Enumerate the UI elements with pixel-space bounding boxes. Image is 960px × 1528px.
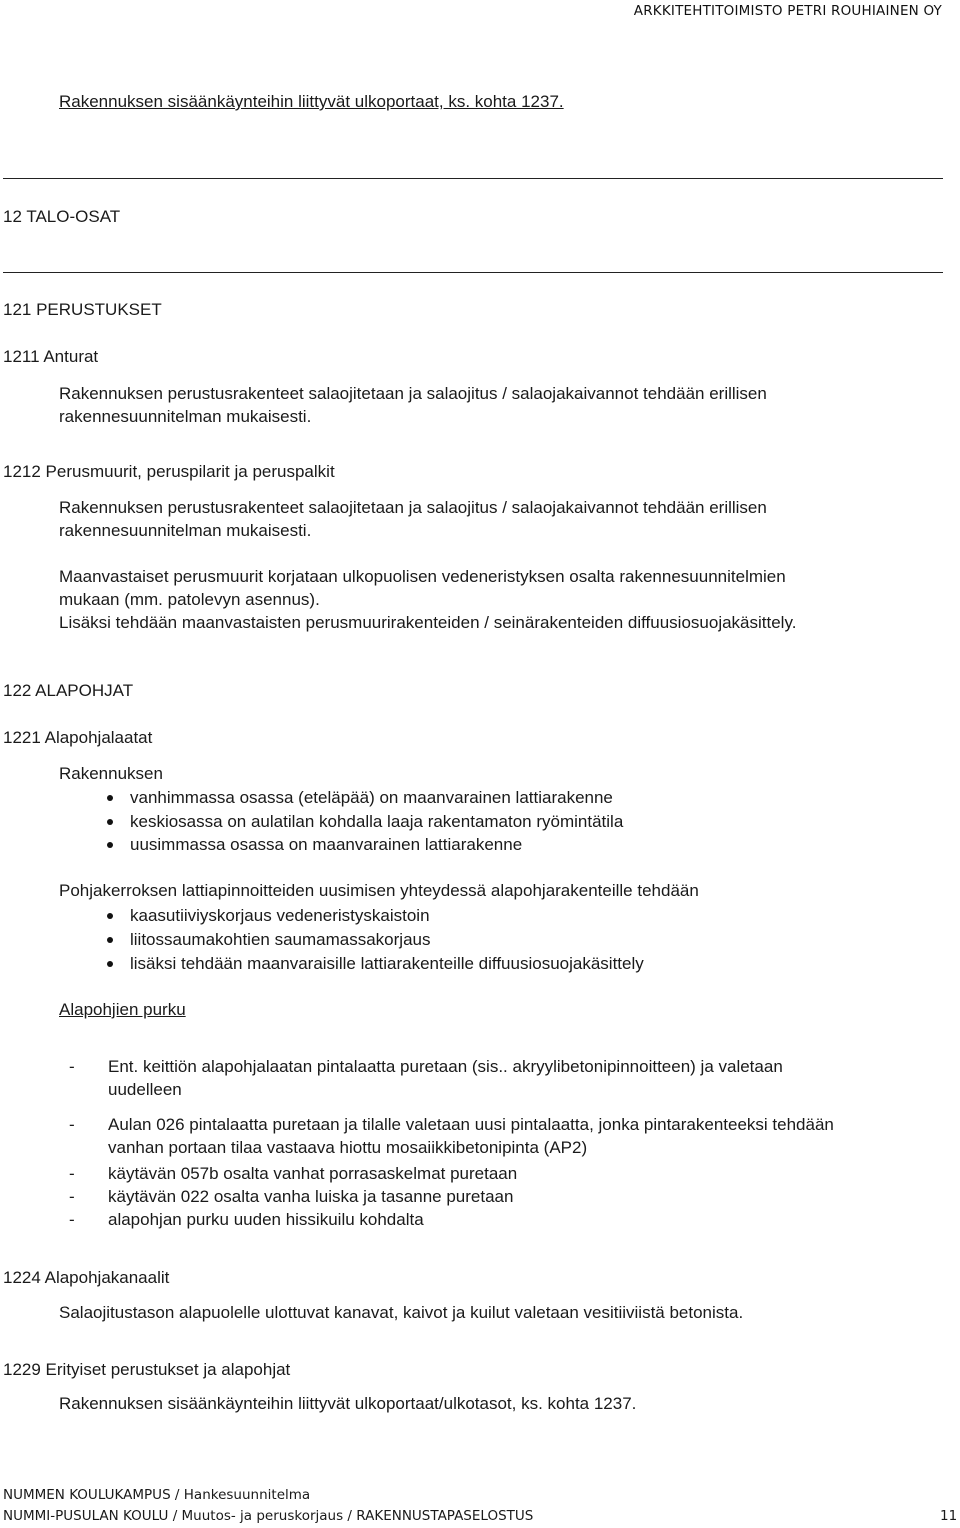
dash-marker: - bbox=[69, 1057, 75, 1076]
bullet-dot bbox=[107, 937, 113, 943]
page-number: 11 bbox=[940, 1508, 958, 1524]
dash-item-line1: käytävän 022 osalta vanha luiska ja tasanne puretaan bbox=[108, 1187, 514, 1206]
dash-marker: - bbox=[69, 1210, 75, 1229]
dash-item-line1: Ent. keittiön alapohjalaatan pintalaatta puretaan (sis.. akryylibetonipinnoitteen) ja valetaan bbox=[108, 1057, 783, 1076]
dash-item-line1: käytävän 057b osalta vanhat porrasaskelmat puretaan bbox=[108, 1164, 518, 1183]
bullet-dot bbox=[107, 961, 113, 967]
bullet-dot bbox=[107, 913, 113, 919]
dash-marker: - bbox=[69, 1187, 75, 1206]
dash-marker: - bbox=[69, 1164, 75, 1183]
bullet-dot bbox=[107, 819, 113, 825]
section-1212-text-line1: Rakennuksen perustusrakenteet salaojitetaan ja salaojitus / salaojakaivannot tehdään erillisen bbox=[59, 498, 767, 517]
section-1224-text: Salaojitustason alapuolelle ulottuvat kanavat, kaivot ja kuilut valetaan vesitiiviistä betonista. bbox=[59, 1303, 744, 1322]
list-item: lisäksi tehdään maanvaraisille lattiarakenteille diffuusiosuojakäsittely bbox=[130, 954, 644, 973]
list-item: vanhimmassa osassa (eteläpää) on maanvarainen lattiarakenne bbox=[130, 788, 613, 807]
section-1224-title: 1224 Alapohjakanaalit bbox=[3, 1268, 170, 1287]
section-1211-text-line1: Rakennuksen perustusrakenteet salaojitetaan ja salaojitus / salaojakaivannot tehdään erillisen bbox=[59, 384, 767, 403]
list-item: liitossaumakohtien saumamassakorjaus bbox=[130, 930, 431, 949]
section-1221-intro: Rakennuksen bbox=[59, 764, 163, 783]
top-note: Rakennuksen sisäänkäynteihin liittyvät ulkoportaat, ks. kohta 1237. bbox=[59, 92, 564, 111]
section-1229-title: 1229 Erityiset perustukset ja alapohjat bbox=[3, 1360, 291, 1379]
dash-item-line2: vanhan portaan tilaa vastaava hiottu mosaiikkibetonipinta (AP2) bbox=[108, 1138, 588, 1157]
section-1212-text-line2: rakennesuunnitelman mukaisesti. bbox=[59, 521, 312, 540]
purku-heading: Alapohjien purku bbox=[59, 1000, 186, 1019]
section-1221-title: 1221 Alapohjalaatat bbox=[3, 728, 153, 747]
footer-project: NUMMEN KOULUKAMPUS / Hankesuunnitelma bbox=[3, 1487, 311, 1503]
section-1211-title: 1211 Anturat bbox=[3, 347, 99, 366]
section-divider bbox=[3, 178, 943, 179]
section-12-title: 12 TALO-OSAT bbox=[3, 207, 121, 226]
list-item: keskiosassa on aulatilan kohdalla laaja rakentamaton ryömintätila bbox=[130, 812, 624, 831]
dash-item-line1: alapohjan purku uuden hissikuilu kohdalta bbox=[108, 1210, 424, 1229]
section-122-title: 122 ALAPOHJAT bbox=[3, 681, 134, 700]
dash-item-line2: uudelleen bbox=[108, 1080, 182, 1099]
company-header: ARKKITEHTITOIMISTO PETRI ROUHIAINEN OY bbox=[633, 3, 942, 19]
bullet-dot bbox=[107, 842, 113, 848]
section-1212-para2-line1: Maanvastaiset perusmuurit korjataan ulkopuolisen vedeneristyksen osalta rakennesuunnitelmien bbox=[59, 567, 786, 586]
bullet-dot bbox=[107, 795, 113, 801]
dash-item-line1: Aulan 026 pintalaatta puretaan ja tilalle valetaan uusi pintalaatta, jonka pintarakenteeksi tehdään bbox=[108, 1115, 834, 1134]
section-1212-para3: Lisäksi tehdään maanvastaisten perusmuurirakenteiden / seinärakenteiden diffuusiosuojakäsittely. bbox=[59, 613, 797, 632]
section-1229-text: Rakennuksen sisäänkäynteihin liittyvät ulkoportaat/ulkotasot, ks. kohta 1237. bbox=[59, 1394, 637, 1413]
dash-marker: - bbox=[69, 1115, 75, 1134]
list-item: kaasutiiviyskorjaus vedeneristyskaistoin bbox=[130, 906, 430, 925]
footer-document: NUMMI-PUSULAN KOULU / Muutos- ja peruskorjaus / RAKENNUSTAPASELOSTUS bbox=[3, 1508, 534, 1524]
section-1212-title: 1212 Perusmuurit, peruspilarit ja peruspalkit bbox=[3, 462, 335, 481]
section-121-title: 121 PERUSTUKSET bbox=[3, 300, 162, 319]
section-1211-text-line2: rakennesuunnitelman mukaisesti. bbox=[59, 407, 312, 426]
list-item: uusimmassa osassa on maanvarainen lattiarakenne bbox=[130, 835, 523, 854]
section-divider bbox=[3, 272, 943, 273]
section-1221-intro2: Pohjakerroksen lattiapinnoitteiden uusimisen yhteydessä alapohjarakenteille tehdään bbox=[59, 881, 699, 900]
section-1212-para2-line2: mukaan (mm. patolevyn asennus). bbox=[59, 590, 320, 609]
